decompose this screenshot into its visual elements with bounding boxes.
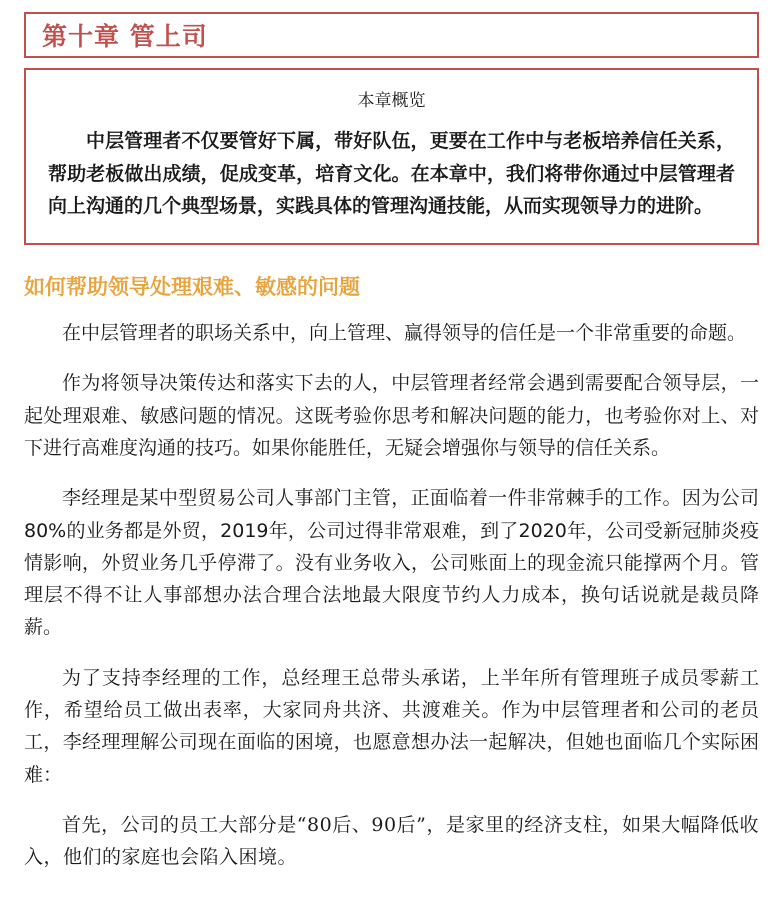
overview-body: 中层管理者不仅要管好下属，带好队伍，更要在工作中与老板培养信任关系，帮助老板做出成绩，促成变革，培育文化。在本章中，我们将带你通过中层管理者向上沟通的几个典型场景，实践具体的管理沟通技能，从而实现领导力的进阶。 — [48, 130, 735, 218]
body-paragraph: 首先，公司的员工大部分是“80后、90后”，是家里的经济支柱，如果大幅降低收入，他们的家庭也会陷入困境。 — [24, 813, 759, 869]
chapter-title-bar — [24, 12, 759, 58]
overview-heading: 本章概览 — [357, 91, 426, 111]
chapter-title: 第十章 管上司 — [42, 22, 208, 51]
section-heading: 如何帮助领导处理艰难、敏感的问题 — [24, 274, 360, 300]
body-paragraph: 李经理是某中型贸易公司人事部门主管，正面临着一件非常棘手的工作。因为公司80%的业务都是外贸，2019年，公司过得非常艰难，到了2020年，公司受新冠肺炎疫情影响，外贸业务几乎停滞了。没有业务收入，公司账面上的现金流只能撑两个月。管理层不得不让人事部想办法合理合法地最大限度节约人力成本，换句话说就是裁员降薪。 — [24, 487, 759, 639]
chapter-overview-box — [24, 68, 759, 245]
body-paragraph: 作为将领导决策传达和落实下去的人，中层管理者经常会遇到需要配合领导层，一起处理艰难、敏感问题的情况。这既考验你思考和解决问题的能力，也考验你对上、对下进行高难度沟通的技巧。如果你能胜任，无疑会增强你与领导的信任关系。 — [24, 372, 759, 459]
body-paragraph: 为了支持李经理的工作，总经理王总带头承诺，上半年所有管理班子成员零薪工作，希望给员工做出表率，大家同舟共济、共渡难关。作为中层管理者和公司的老员工，李经理理解公司现在面临的困境，也愿意想办法一起解决，但她也面临几个实际困难： — [24, 666, 759, 786]
body-paragraph: 在中层管理者的职场关系中，向上管理、赢得领导的信任是一个非常重要的命题。 — [62, 322, 747, 345]
